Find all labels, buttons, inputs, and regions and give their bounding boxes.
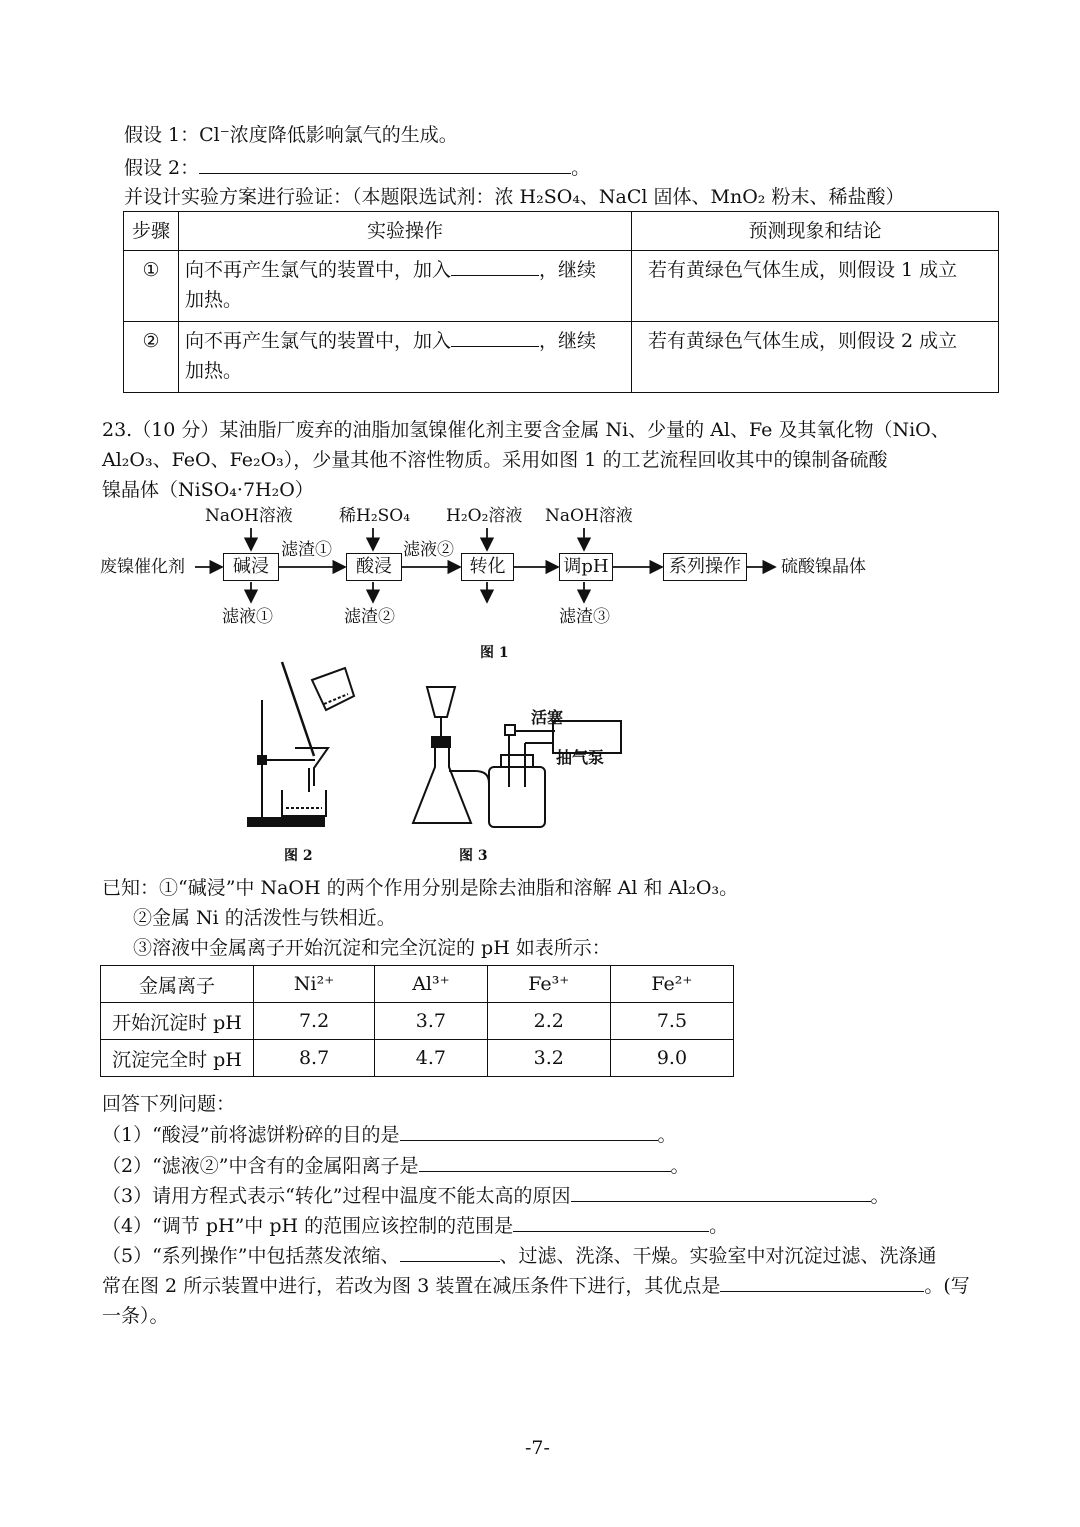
arrow-label-filtrate-2: 滤液② bbox=[403, 540, 454, 560]
operation-text: 加热。 bbox=[185, 289, 243, 311]
q23-line-1: 23.（10 分）某油脂厂废弃的油脂加氢镍催化剂主要含金属 Ni、少量的 Al、Fe 及其氧化物（NiO、 bbox=[102, 419, 950, 441]
figure-2-caption: 图 2 bbox=[284, 848, 313, 864]
table-cell: 3.7 bbox=[375, 1003, 488, 1040]
design-instructions: 并设计实验方案进行验证：（本题限选试剂：浓 H₂SO₄、NaCl 固体、MnO₂ 粉末、稀盐酸） bbox=[124, 186, 905, 208]
table-cell: 3.2 bbox=[487, 1040, 610, 1077]
table-cell: 4.7 bbox=[375, 1040, 488, 1077]
known-1: 已知：①“碱浸”中 NaOH 的两个作用分别是除去油脂和溶解 Al 和 Al₂O₃。 bbox=[102, 877, 739, 899]
question-text: （4）“调节 pH”中 pH 的范围应该控制的范围是 bbox=[102, 1215, 514, 1237]
q23-line-2: Al₂O₃、FeO、Fe₂O₃），少量其他不溶性物质。采用如图 1 的工艺流程回收其中的镍制备硫酸 bbox=[102, 449, 888, 471]
step-cell: ② bbox=[124, 322, 179, 393]
question-text: 常在图 2 所示装置中进行，若改为图 3 装置在减压条件下进行，其优点是 bbox=[102, 1275, 721, 1297]
flow-arrows bbox=[0, 0, 1080, 640]
operation-text: 向不再产生氯气的装置中，加入 bbox=[185, 259, 452, 281]
operation-text: ，继续 bbox=[539, 259, 597, 281]
known-2: ②金属 Ni 的活泼性与铁相近。 bbox=[133, 907, 396, 929]
known-3: ③溶液中金属离子开始沉淀和完全沉淀的 pH 如表所示： bbox=[133, 937, 611, 959]
question-text: （1）“酸浸”前将滤饼粉碎的目的是 bbox=[102, 1124, 400, 1146]
input-naoh-2: NaOH溶液 bbox=[545, 506, 633, 526]
question-5-line-3: 一条）。 bbox=[102, 1305, 169, 1327]
question-text: （2）“滤液②”中含有的金属阳离子是 bbox=[102, 1155, 419, 1177]
input-naoh-1: NaOH溶液 bbox=[205, 506, 293, 526]
question-text: （3）请用方程式表示“转化”过程中温度不能太高的原因 bbox=[102, 1185, 571, 1207]
operation-text: 向不再产生氯气的装置中，加入 bbox=[185, 330, 452, 352]
table-row bbox=[101, 1003, 734, 1040]
question-text: 、过滤、洗涤、干燥。实验室中对沉淀过滤、洗涤通 bbox=[499, 1245, 937, 1267]
flow-box-adjust-ph: 调pH bbox=[559, 553, 613, 581]
table-cell: 8.7 bbox=[254, 1040, 375, 1077]
question-3 bbox=[102, 1183, 890, 1208]
output-residue-2: 滤渣② bbox=[344, 607, 395, 627]
flow-end-label: 硫酸镍晶体 bbox=[781, 557, 866, 577]
question-text: 。 bbox=[670, 1155, 690, 1177]
question-text: 。 bbox=[657, 1124, 677, 1146]
row-label: 开始沉淀时 pH bbox=[101, 1003, 254, 1040]
header-fe3: Fe³⁺ bbox=[487, 966, 610, 1003]
result-cell: 若有黄绿色气体生成，则假设 2 成立 bbox=[632, 322, 999, 393]
answer-blank-5a[interactable] bbox=[400, 1243, 500, 1262]
flow-box-alkali-leach: 碱浸 bbox=[223, 553, 279, 581]
filtration-apparatus-illustration bbox=[240, 660, 360, 835]
question-2 bbox=[102, 1153, 690, 1178]
question-text: 。 bbox=[709, 1215, 729, 1237]
input-h2o2: H₂O₂溶液 bbox=[446, 506, 523, 526]
operation-text: ，继续 bbox=[539, 330, 597, 352]
output-filtrate-1: 滤液① bbox=[222, 607, 273, 627]
ph-table bbox=[100, 965, 734, 1077]
table-cell: 7.2 bbox=[254, 1003, 375, 1040]
question-1 bbox=[102, 1122, 677, 1147]
table-cell: 7.5 bbox=[610, 1003, 733, 1040]
answer-blank-2[interactable] bbox=[419, 1153, 671, 1172]
hypothesis-1: 假设 1：Cl⁻浓度降低影响氯气的生成。 bbox=[124, 124, 458, 146]
answer-blank-3[interactable] bbox=[571, 1183, 871, 1202]
figure-3-caption: 图 3 bbox=[459, 848, 488, 864]
hypothesis-2-label: 假设 2： bbox=[124, 157, 200, 179]
question-text: （5）“系列操作”中包括蒸发浓缩、 bbox=[102, 1245, 400, 1267]
stopcock-label: 活塞 bbox=[531, 708, 564, 727]
flow-box-acid-leach: 酸浸 bbox=[346, 553, 402, 581]
header-result: 预测现象和结论 bbox=[632, 212, 999, 251]
table-cell: 9.0 bbox=[610, 1040, 733, 1077]
question-4 bbox=[102, 1213, 728, 1238]
table-row bbox=[101, 1040, 734, 1077]
pump-label: 抽气泵 bbox=[556, 748, 605, 767]
header-ion: 金属离子 bbox=[101, 966, 254, 1003]
operation-text: 加热。 bbox=[185, 360, 243, 382]
row-label: 沉淀完全时 pH bbox=[101, 1040, 254, 1077]
question-5-line-1 bbox=[102, 1243, 937, 1268]
questions-intro: 回答下列问题： bbox=[102, 1093, 236, 1115]
answer-blank-1[interactable] bbox=[400, 1122, 658, 1141]
input-dilute-h2so4: 稀H₂SO₄ bbox=[339, 506, 411, 526]
answer-blank-4[interactable] bbox=[513, 1213, 709, 1232]
hypothesis-2-end: 。 bbox=[571, 157, 591, 179]
figure-1-caption: 图 1 bbox=[480, 645, 509, 661]
page-number: -7- bbox=[525, 1437, 550, 1459]
flow-box-series-ops: 系列操作 bbox=[663, 553, 747, 581]
answer-blank-5b[interactable] bbox=[720, 1273, 924, 1292]
question-text: 。 bbox=[870, 1185, 890, 1207]
table-header-row bbox=[101, 966, 734, 1003]
header-step: 步骤 bbox=[124, 212, 179, 251]
step-cell: ① bbox=[124, 251, 179, 322]
flow-start-label: 废镍催化剂 bbox=[100, 557, 185, 577]
flow-box-conversion: 转化 bbox=[461, 553, 514, 581]
question-5-line-2 bbox=[102, 1273, 970, 1298]
table-cell: 2.2 bbox=[487, 1003, 610, 1040]
header-fe2: Fe²⁺ bbox=[610, 966, 733, 1003]
arrow-label-residue-1: 滤渣① bbox=[281, 540, 332, 560]
output-residue-3: 滤渣③ bbox=[559, 607, 610, 627]
header-al: Al³⁺ bbox=[375, 966, 488, 1003]
header-operation: 实验操作 bbox=[179, 212, 632, 251]
result-cell: 若有黄绿色气体生成，则假设 1 成立 bbox=[632, 251, 999, 322]
question-text: 。(写 bbox=[924, 1275, 970, 1297]
q23-line-3: 镍晶体（NiSO₄·7H₂O） bbox=[102, 479, 314, 501]
header-ni: Ni²⁺ bbox=[254, 966, 375, 1003]
